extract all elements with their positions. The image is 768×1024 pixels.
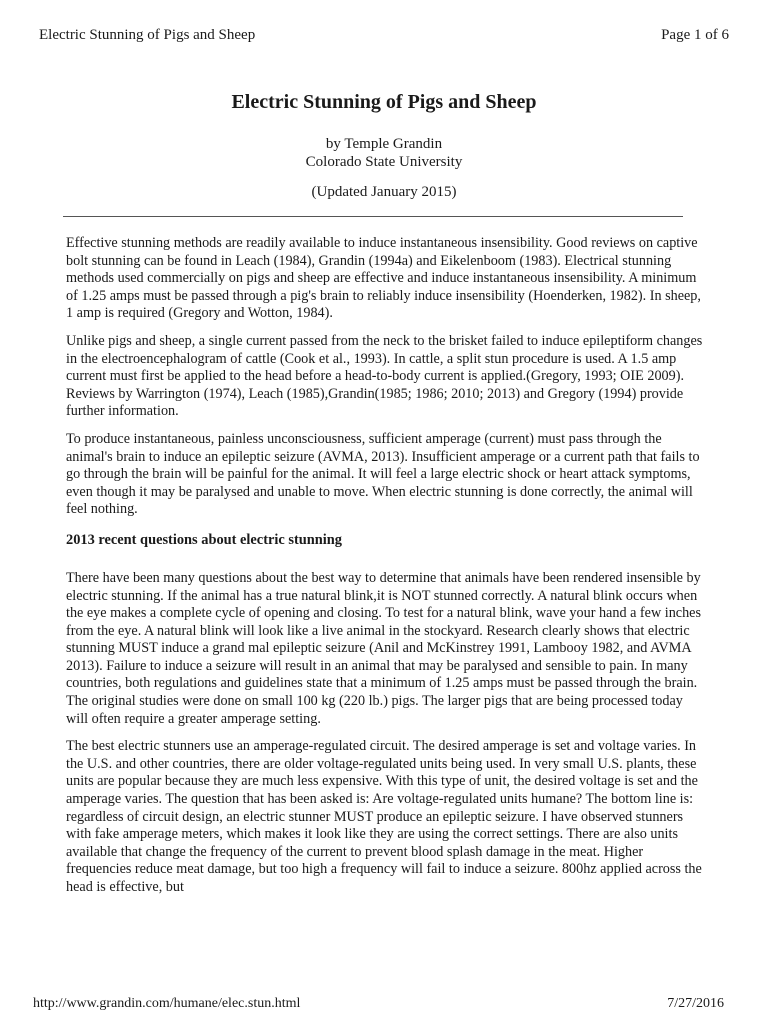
paragraph: Effective stunning methods are readily available to induce instantaneous insensibility. Good reviews on captive bolt stunning can be found in Leach (1984), Grandin (1994a) and Eikelenboom (1983). Electrical stunning methods used commercially on pigs and sheep are effective and induce instantaneous insensibility. A minimum of 1.25 amps must be passed through a pig's brain to reliably induce insensibility (Hoenderken, 1982). In sheep, 1 amp is required (Gregory and Wotton, 1984). [66,235,701,322]
paragraph: To produce instantaneous, painless unconsciousness, sufficient amperage (current) must pass through the animal's brain to induce an epileptic seizure (AVMA, 2013). Insufficient amperage or a current path that fails to go through the brain will be painful for the animal. It will feel a large electric shock or heart attack symptoms, even though it may be paralysed and unable to move. When electric stunning is done correctly, the animal will feel nothing. [66,430,700,518]
document-body [66,235,706,907]
paragraph: There have been many questions about the best way to determine that animals have been rendered insensible by electric stunning. If the animal has a true natural blink,it is NOT stunned correctly. A natural blink occurs when the eye makes a complete cycle of opening and closing. To test for a natural blink, wave your hand a few inches from the eye. A natural blink will look like a live animal in the stockyard. Research clearly shows that electric stunning MUST induce a grand mal epileptic seizure (Anil and McKinstrey 1991, Lambooy 1982, and AVMA 2013). Failure to induce a seizure will result in an animal that may be paralysed and sensible to pain. In many countries, both regulations and guidelines state that a minimum of 1.25 amps must be passed through the brain. The original studies were done on small 100 kg (220 lb.) pigs. The larger pigs that are being processed today will often require a greater amperage setting. [66,569,701,727]
byline [0,135,768,171]
horizontal-rule [63,216,683,217]
paragraph: Unlike pigs and sheep, a single current passed from the neck to the brisket failed to induce epileptiform changes in the electroencephalogram of cattle (Cook et al., 1993). In cattle, a split stun procedure is used. A 1.5 amp current must first be applied to the head before a head-to-body current is applied.(Gregory, 1993; OIE 2009). Reviews by Warrington (1974), Leach (1985),Grandin(1985; 1986; 2010; 2013) and Gregory (1994) provide further information. [66,332,703,420]
document-title: Electric Stunning of Pigs and Sheep [231,91,537,113]
header-title: Electric Stunning of Pigs and Sheep [39,27,256,43]
paragraph: The best electric stunners use an amperage-regulated circuit. The desired amperage is set and voltage varies. In the U.S. and other countries, there are older voltage-regulated units being used. In very small U.S. plants, these units are popular because they are much less expensive. With this type of unit, the desired voltage is set and the amperage varies. The question that has been asked is: Are voltage-regulated units humane? The bottom line is: regardless of circuit design, an electric stunner MUST produce an epileptic seizure. I have observed stunners with fake amperage meters, which makes it look like they are using the correct settings. There are also units available that change the frequency of the current to prevent blood splash damage in the meat. Higher frequencies reduce meat damage, but too high a frequency will fail to induce a seizure. 800hz applied across the head is effective, but [66,738,702,895]
updated-date: (Updated January 2015) [311,184,457,200]
section-heading: 2013 recent questions about electric stunning [66,531,342,548]
footer-url-link[interactable]: http://www.grandin.com/humane/elec.stun.html [33,996,301,1011]
affiliation: Colorado State University [305,154,463,170]
author: by Temple Grandin [325,136,443,152]
page-header [39,26,729,44]
page-indicator: Page 1 of 6 [661,27,729,43]
page-footer [33,995,724,1013]
footer-date: 7/27/2016 [667,996,724,1011]
